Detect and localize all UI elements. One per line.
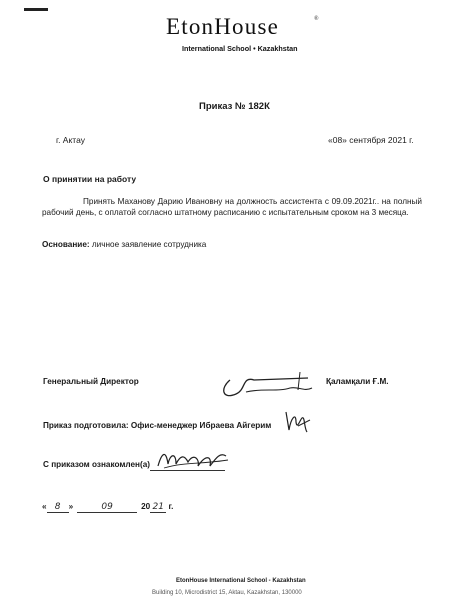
date-month: 09 — [77, 502, 137, 513]
school-logo-text: EtonHouse — [166, 14, 280, 39]
order-date: «08» сентября 2021 г. — [328, 135, 414, 145]
order-title: Приказ № 182К — [199, 101, 270, 112]
preparer-signature — [280, 406, 316, 442]
employee-signature — [154, 446, 234, 474]
basis-text: личное заявление сотрудника — [89, 240, 207, 249]
order-body — [42, 196, 422, 218]
date-open-quote: « — [42, 502, 47, 511]
footer-address: Building 10, Microdistrict 15, Aktau, Kazakhstan, 130000 — [152, 590, 302, 596]
director-signature — [216, 366, 326, 406]
date-close-quote: » — [68, 502, 74, 511]
order-body-line-1: Принять Маханову Дарию Ивановну на должность ассистента с 09.09.2021г.. на полный — [83, 197, 422, 206]
basis-label: Основание: — [42, 240, 90, 249]
order-subject: О принятии на работу — [43, 174, 137, 184]
date-year-suffix: 21 — [150, 502, 166, 513]
date-year-end: г. — [166, 502, 174, 511]
order-body-line-2: рабочий день, с оплатой согласно штатному расписанию с испытательным сроком на 3 месяца. — [42, 208, 409, 217]
signature-date — [42, 502, 173, 513]
registered-mark: ® — [314, 16, 319, 22]
acknowledged-label: С приказом ознакомлен(а) — [43, 460, 151, 469]
date-day: 8 — [47, 502, 69, 513]
prepared-by: Приказ подготовила: Офис-менеджер Ибраева Айгерим — [43, 421, 272, 430]
school-subtitle: International School • Kazakhstan — [182, 44, 298, 53]
order-city: г. Актау — [56, 135, 85, 145]
director-name: Қаламқали Ғ.М. — [326, 377, 389, 386]
footer-school-name: EtonHouse International School - Kazakhstan — [176, 578, 306, 584]
director-label: Генеральный Директор — [43, 377, 139, 386]
date-year-prefix: 20 — [141, 502, 151, 511]
order-basis — [42, 240, 206, 249]
corner-mark — [24, 8, 48, 11]
